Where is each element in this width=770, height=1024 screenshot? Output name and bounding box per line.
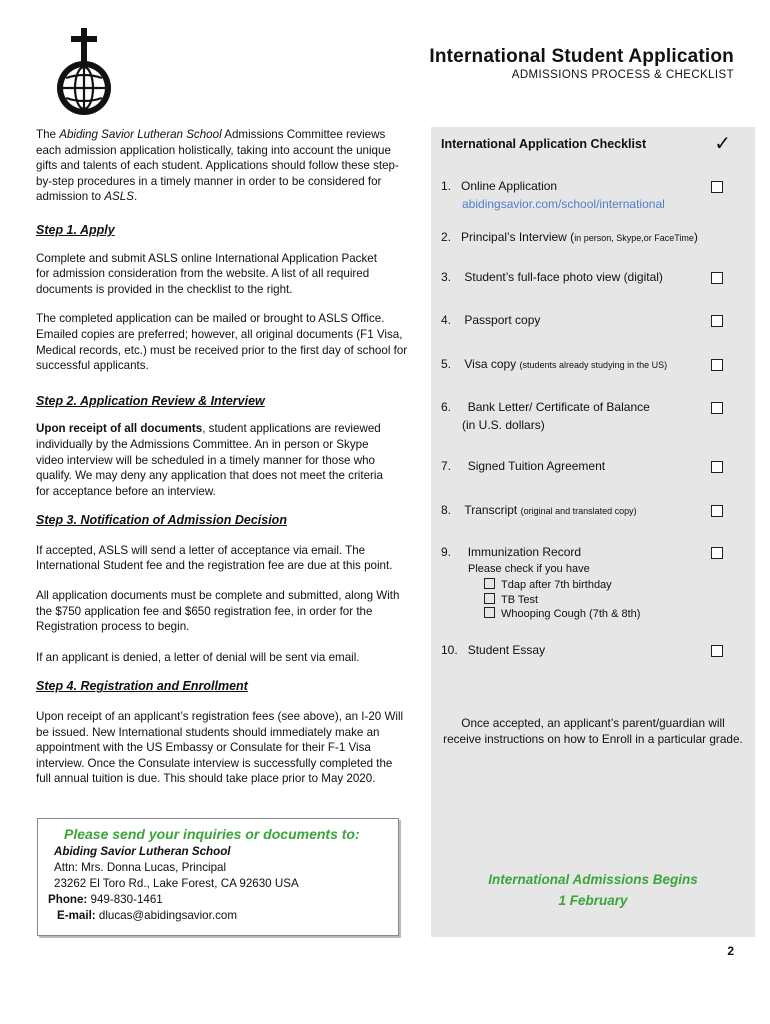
step2-heading: Step 2. Application Review & Interview — [36, 393, 265, 408]
intro-paragraph: The Abiding Savior Lutheran School Admissions Committee reviews each admission application holistically, taking into account the unique gifts and talents of each student. Applications should follow these step-by-step procedures in a timely manner in order to be considered for admission to ASLS. — [36, 128, 399, 204]
checklist-item-10: 10. Student Essay — [441, 643, 546, 657]
page-title: International Student Application — [429, 46, 734, 67]
checklist-item-6-note: (in U.S. dollars) — [462, 418, 545, 432]
contact-address: 23262 El Toro Rd., Lake Forest, CA 92630 USA — [54, 877, 299, 890]
checklist-item-6: 6. Bank Letter/ Certificate of Balance — [441, 400, 650, 414]
contact-school: Abiding Savior Lutheran School — [54, 845, 231, 858]
checklist-item-5: 5. Visa copy (students already studying in the US) — [441, 357, 668, 371]
application-link[interactable]: abidingsavior.com/school/international — [462, 197, 665, 211]
step2-paragraph: Upon receipt of all documents, student applications are reviewed individually by the Admissions Committee. An in person or Skype video interview will be scheduled in a timely manner for those who qualify. We may deny any application that does not meet the criteria for acceptance before an interview. — [36, 422, 383, 498]
admissions-begins: International Admissions Begins — [488, 872, 698, 887]
contact-heading: Please send your inquiries or documents to: — [64, 826, 360, 842]
checklist-item-9: 9. Immunization Record — [441, 545, 582, 559]
admissions-date: 1 February — [558, 893, 628, 908]
checkbox-3[interactable] — [711, 272, 723, 284]
step3-paragraph-3: If an applicant is denied, a letter of denial will be sent via email. — [36, 650, 360, 664]
checklist-item-7: 7. Signed Tuition Agreement — [441, 459, 606, 473]
process-column — [36, 127, 410, 787]
immunization-instruction: Please check if you have — [468, 563, 590, 575]
contact-email: E-mail: dlucas@abidingsavior.com — [57, 909, 237, 922]
step4-heading: Step 4. Registration and Enrollment — [36, 679, 248, 694]
step1-paragraph-1: Complete and submit ASLS online International Application Packet for admission consideration from the website. A list of all required documents is provided in the checklist to the right. — [36, 251, 377, 296]
checkbox-4[interactable] — [711, 315, 723, 327]
checkbox-1[interactable] — [711, 181, 723, 193]
checkbox-10[interactable] — [711, 645, 723, 657]
checkbox-5[interactable] — [711, 359, 723, 371]
checklist-item-3: 3. Student’s full-face photo view (digital) — [441, 270, 663, 284]
enrollment-note: Once accepted, an applicant’s parent/guardian will receive instructions on how to Enroll in a particular grade. — [443, 716, 743, 746]
school-logo — [56, 26, 112, 122]
checkbox-9[interactable] — [711, 547, 723, 559]
checkbox-7[interactable] — [711, 461, 723, 473]
immunization-whooping-cough[interactable]: Whooping Cough (7th & 8th) — [484, 607, 640, 620]
page-number: 2 — [727, 944, 734, 958]
page-subtitle: ADMISSIONS PROCESS & CHECKLIST — [511, 69, 734, 81]
step1-heading: Step 1. Apply — [36, 222, 115, 237]
step3-heading: Step 3. Notification of Admission Decision — [36, 513, 287, 528]
step3-paragraph-1: If accepted, ASLS will send a letter of acceptance via email. The International Student fee and the registration fee are due at this point. — [36, 543, 393, 573]
checkbox-6[interactable] — [711, 402, 723, 414]
contact-box — [37, 818, 399, 936]
contact-phone: Phone: 949-830-1461 — [48, 893, 163, 906]
step4-paragraph: Upon receipt of an applicant’s registration fees (see above), an I-20 Will be issued. New International students should immediately make an appointment with the US Embassy or Consulate for their F-1 Visa interview. Once the Consulate interview is successfully completed the full annual tuition is due. This should take place prior to May 2020. — [36, 710, 404, 786]
step1-paragraph-2: The completed application can be mailed or brought to ASLS Office. Emailed copies are preferred; however, all original documents (F1 Visa, Medical records, etc.) must be received prior to the first day of school for successful applicants. — [36, 312, 408, 373]
checkmark-icon: ✓ — [714, 133, 731, 155]
immunization-tb[interactable]: TB Test — [484, 593, 538, 606]
contact-attn: Attn: Mrs. Donna Lucas, Principal — [54, 861, 227, 874]
checklist-item-8: 8. Transcript (original and translated copy) — [441, 503, 637, 517]
checkbox-whooping-cough[interactable] — [484, 607, 495, 618]
checklist-panel — [431, 127, 755, 937]
checklist-item-2: 2. Principal’s Interview (in person, Skype,or FaceTime) — [441, 230, 698, 244]
checkbox-8[interactable] — [711, 505, 723, 517]
step3-paragraph-2: All application documents must be complete and submitted, along With the $750 application fee and $650 registration fee, in order for the Registration process to begin. — [36, 589, 400, 634]
checklist-item-1: 1. Online Application — [441, 179, 558, 193]
checkbox-tb[interactable] — [484, 593, 495, 604]
checklist-heading: International Application Checklist — [441, 137, 647, 151]
checkbox-tdap[interactable] — [484, 578, 495, 589]
checklist-item-4: 4. Passport copy — [441, 313, 541, 327]
immunization-tdap[interactable]: Tdap after 7th birthday — [484, 578, 612, 591]
